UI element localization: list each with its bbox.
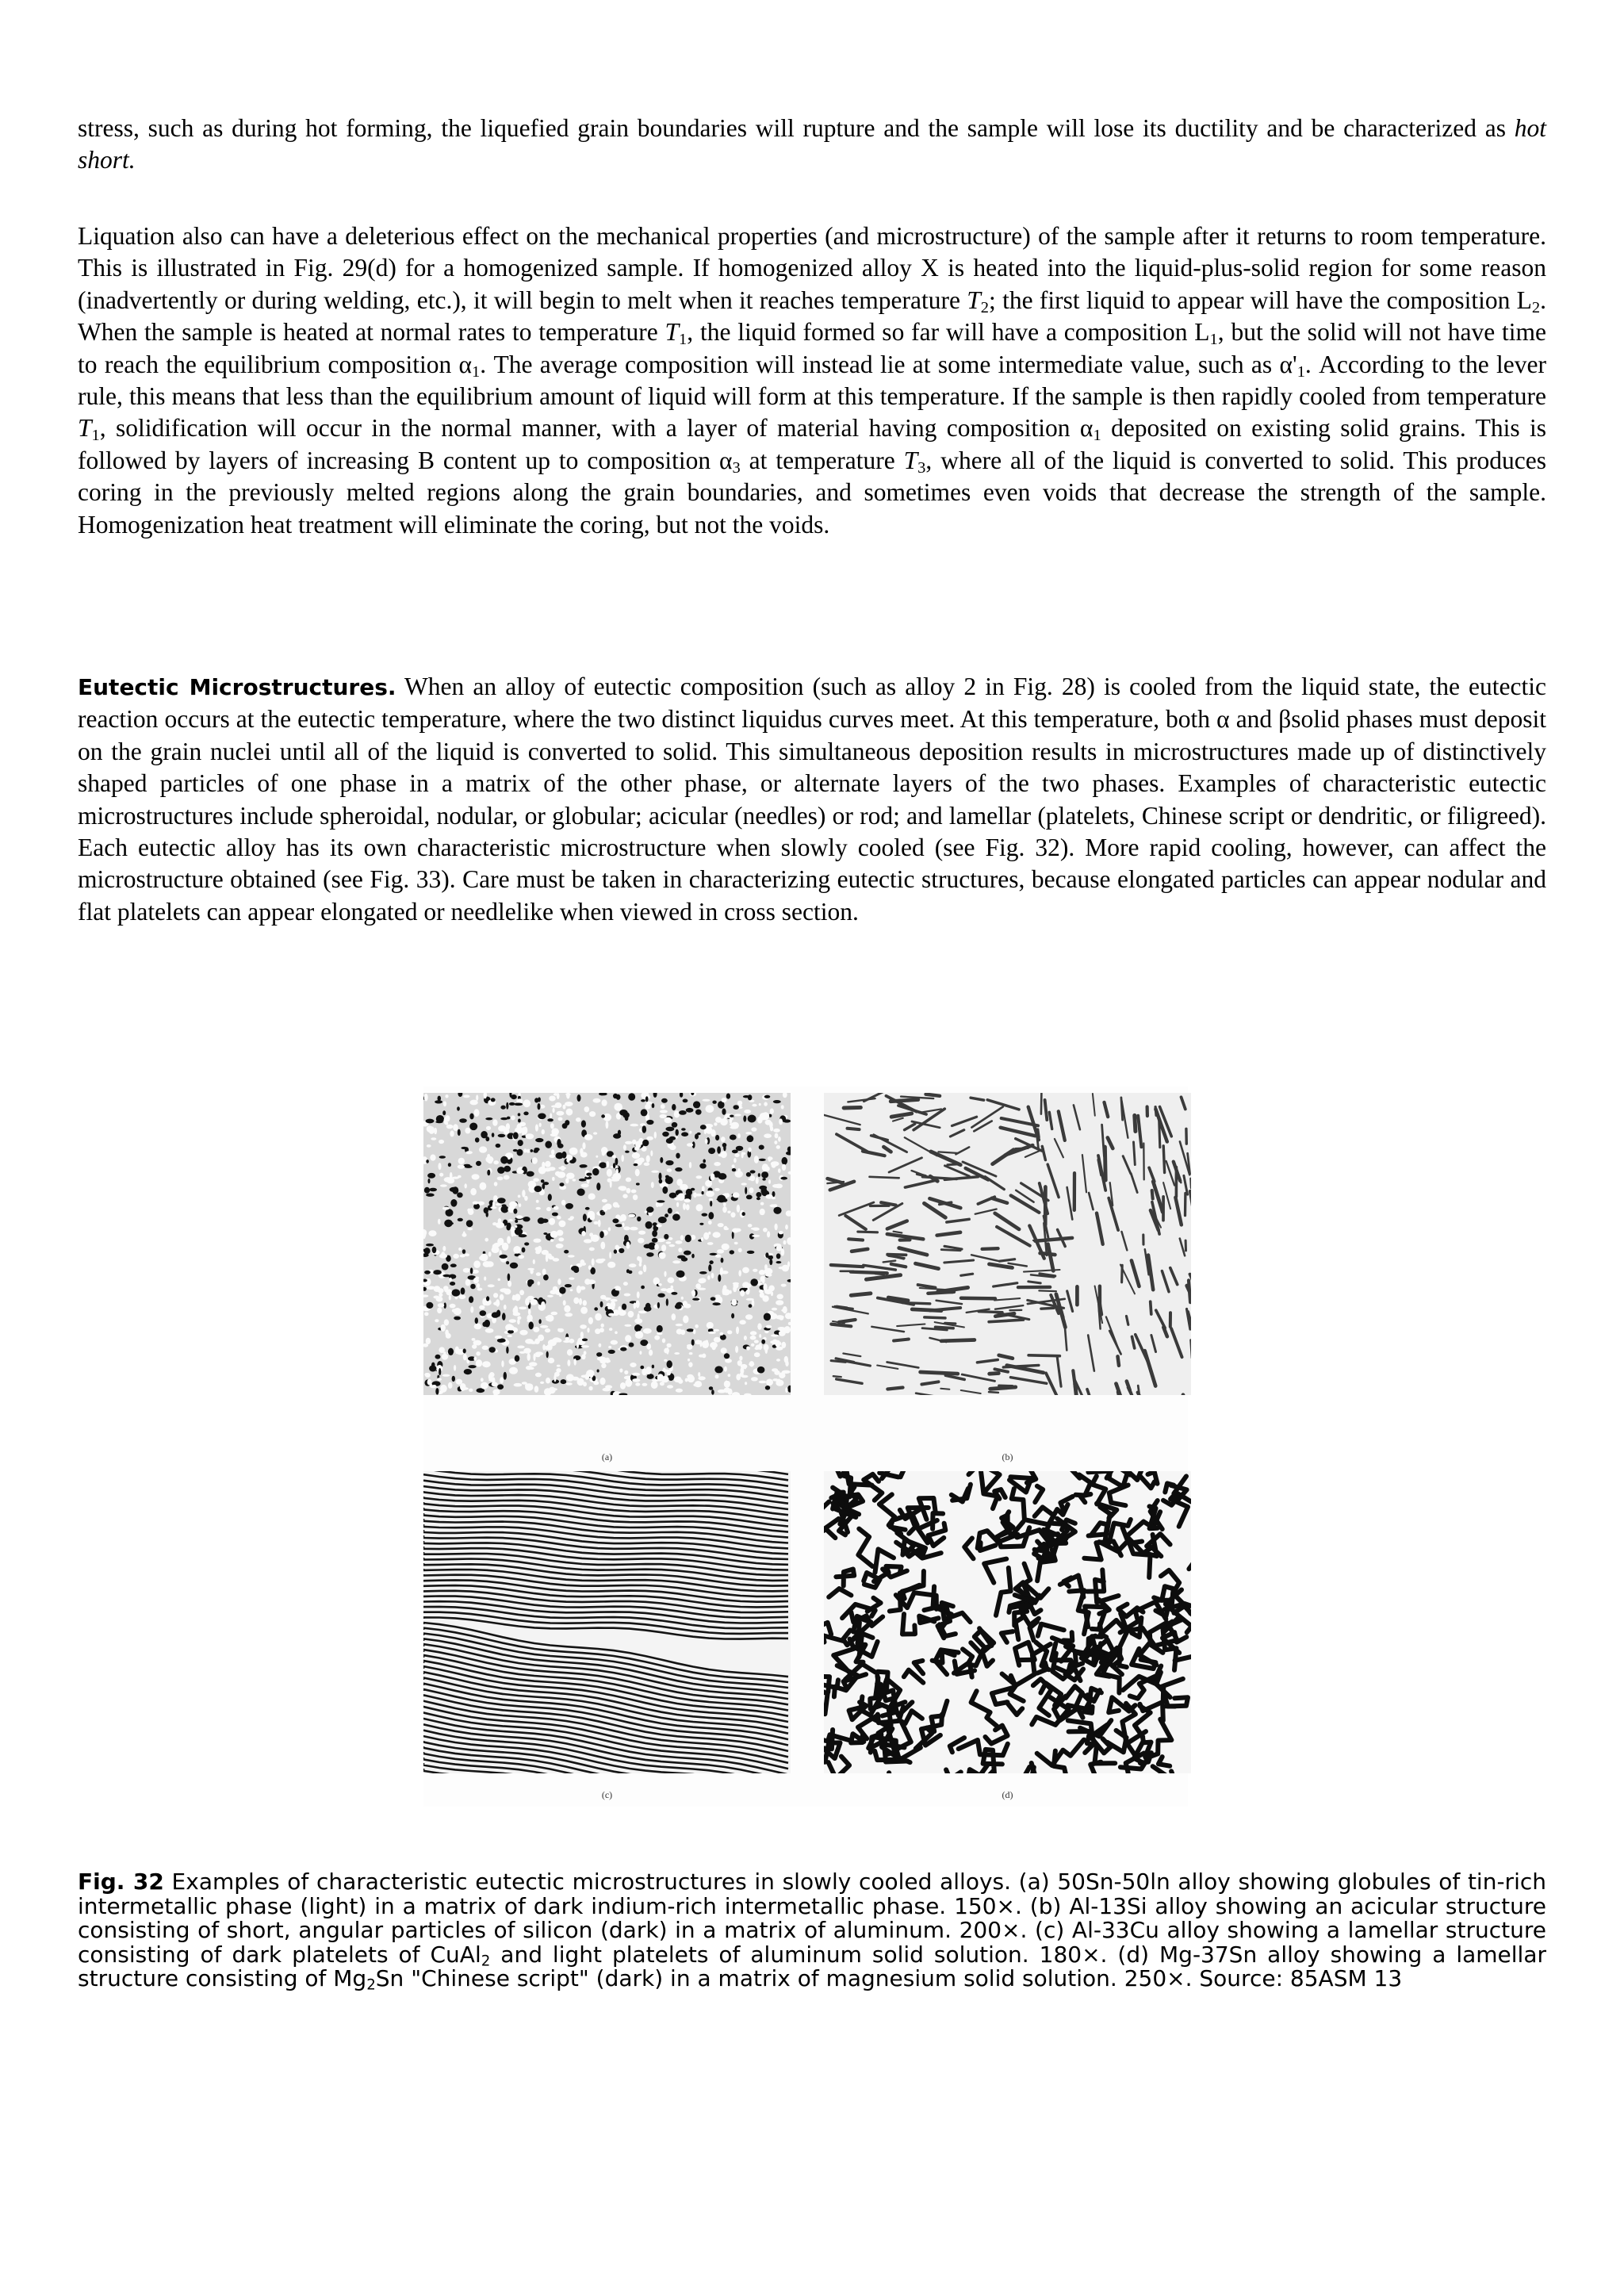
micrograph-panel-b xyxy=(824,1093,1191,1395)
section-heading: Eutectic Microstructures. xyxy=(78,674,396,700)
paragraph-liquation xyxy=(78,220,1546,541)
caption-text: Sn "Chinese script" (dark) in a matrix of magnesium solid solution. 250×. Source: 85ASM 13 xyxy=(375,1965,1403,1991)
panel-label-b: (b) xyxy=(1002,1451,1013,1462)
temperature-symbol: T xyxy=(665,318,680,347)
subscript: 1 xyxy=(1093,427,1101,445)
paragraph-text: , where all of the liquid is converted to solid. This produces coring in the previously melted regions along the grain boundaries, and sometimes even voids that decrease the strength of the sample. Homogenization heat treatment will eliminate the coring, but not the voids. xyxy=(78,446,1546,539)
paragraph-text: , but the solid will not have time to reach the equilibrium composition α xyxy=(78,318,1546,378)
figure-32-micrographs xyxy=(423,1087,1188,1807)
paragraph-text: deposited on existing solid grains. This is followed by layers of increasing B content up to composition α xyxy=(78,414,1546,474)
temperature-symbol: T xyxy=(903,446,918,474)
paragraph-text: , solidification will occur in the normal manner, with a layer of material having composition α xyxy=(99,414,1094,443)
paragraph-text: stress, such as during hot forming, the liquefied grain boundaries will rupture and the sample will lose its ductility and be characterized as xyxy=(78,114,1515,142)
micrograph-a-globular-image xyxy=(423,1093,791,1395)
paragraph-text: , the liquid formed so far will have a composition L xyxy=(687,318,1210,347)
paragraph-text: When an alloy of eutectic composition (such as alloy 2 in Fig. 28) is cooled from the liquid state, the eutectic reaction occurs at the eutectic temperature, where the two distinct liquidus curves meet. At this temperature, both α and βsolid phases must deposit on the grain nuclei until all of the liquid is converted to solid. This simultaneous deposition results in microstructures made up of distinctively shaped particles of one phase in a matrix of the other phase, or alternate layers of the two phases. Examples of characteristic eutectic microstructures include spheroidal, nodular, or globular; acicular (needles) or rod; and lamellar (platelets, Chinese script or dendritic, or filigreed). Each eutectic alloy has its own characteristic microstructure when slowly cooled (see Fig. 32). More rapid cooling, however, can affect the microstructure obtained (see Fig. 33). Care must be taken in characterizing eutectic structures, because elongated particles can appear nodular and flat platelets can appear elongated or needlelike when viewed in cross section. xyxy=(78,673,1546,926)
subscript: 2 xyxy=(980,298,990,316)
subscript: 3 xyxy=(917,458,926,477)
subscript: 1 xyxy=(1297,362,1305,381)
italic-term: hot short. xyxy=(78,114,1546,174)
caption-text: and light platelets of aluminum solid solution. 180×. (d) Mg-37Sn alloy showing a lamellar structure consisting of Mg xyxy=(78,1941,1547,1991)
subscript: 2 xyxy=(366,1976,376,1994)
subscript: 1 xyxy=(472,362,481,381)
subscript: 2 xyxy=(1531,298,1541,316)
micrograph-panel-d xyxy=(824,1471,1191,1773)
paragraph-eutectic-microstructures xyxy=(78,671,1546,928)
subscript: 1 xyxy=(1209,331,1218,349)
paragraph-text: . When the sample is heated at normal rates to temperature xyxy=(78,286,1546,347)
temperature-symbol: T xyxy=(78,414,92,443)
subscript: 1 xyxy=(91,427,100,445)
temperature-symbol: T xyxy=(967,286,981,314)
paragraph-text: at temperature xyxy=(740,446,904,474)
paragraph-hot-short xyxy=(78,113,1546,177)
subscript: 1 xyxy=(679,331,688,349)
figure-caption xyxy=(78,1869,1547,1994)
paragraph-text: ; the first liquid to appear will have the composition L xyxy=(989,286,1532,314)
caption-text: Examples of characteristic eutectic microstructures in slowly cooled alloys. (a) 50Sn-50ln alloy showing globules of tin-rich intermetallic phase (light) in a matrix of dark indium-rich intermetallic phase. 150×. (b) Al-13Si alloy showing an acicular structure consisting of short, angular particles of silicon (dark) in a matrix of aluminum. 200×. (c) Al-33Cu alloy showing a lamellar structure consisting of dark platelets of CuAl xyxy=(78,1869,1546,1968)
micrograph-panel-c xyxy=(423,1471,791,1773)
panel-label-d: (d) xyxy=(1002,1789,1013,1800)
figure-number: Fig. 32 xyxy=(78,1869,164,1895)
paragraph-text: . According to the lever rule, this means that less than the equilibrium amount of liquid will form at this temperature. If the sample is then rapidly cooled from temperature xyxy=(78,350,1547,411)
panel-label-a: (a) xyxy=(601,1451,613,1462)
subscript: 2 xyxy=(481,1953,491,1970)
micrograph-b-acicular-image xyxy=(824,1093,1191,1395)
subscript: 3 xyxy=(732,458,741,477)
paragraph-text: . The average composition will instead lie at some intermediate value, such as α' xyxy=(480,350,1297,378)
paragraph-text: Liquation also can have a deleterious effect on the mechanical properties (and microstructure) of the sample after it returns to room temperature. This is illustrated in Fig. 29(d) for a homogenized sample. If homogenized alloy X is heated into the liquid-plus-solid region for some reason (inadvertently or during welding, etc.), it will begin to melt when it reaches temperature xyxy=(78,222,1546,314)
micrograph-d-chinese-script-image xyxy=(824,1471,1191,1773)
micrograph-panel-a xyxy=(423,1093,791,1395)
micrograph-c-lamellar-image xyxy=(423,1471,791,1773)
panel-label-c: (c) xyxy=(601,1789,613,1800)
